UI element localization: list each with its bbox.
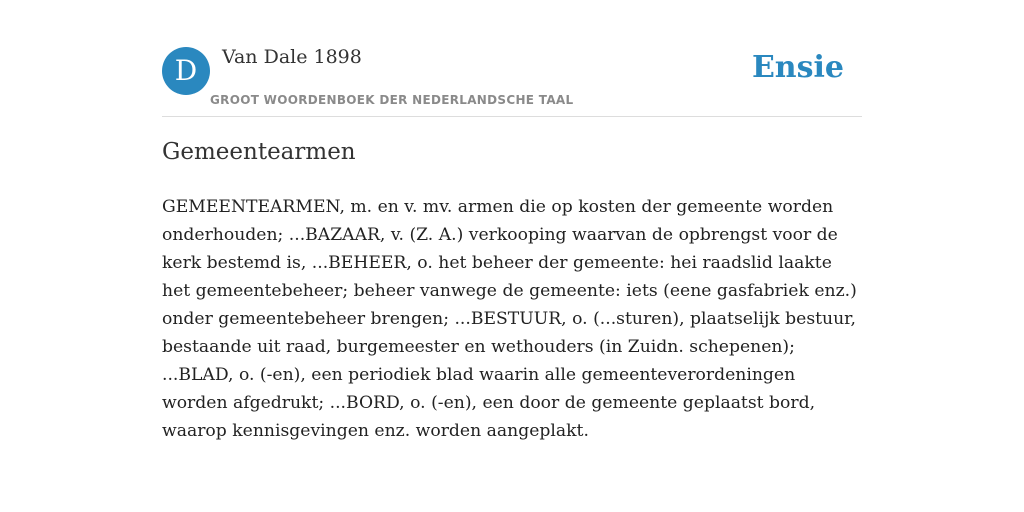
dictionary-header — [162, 46, 862, 117]
dictionary-title[interactable]: Van Dale 1898 — [222, 46, 362, 68]
entry-definition: GEMEENTEARMEN, m. en v. mv. armen die op kosten der gemeente worden onderhouden; ...BAZAAR, v. (Z. A.) verkooping waarvan de opbrengst voor de kerk bestemd is, ...BEHEER, o. het beheer der gemeente: hei raadslid laakte het gemeentebeheer; beheer vanwege de gemeente: iets (eene gasfabriek enz.) onder gemeentebeheer brengen; ...BESTUUR, o. (...sturen), plaatselijk bestuur, bestaande uit raad, burgemeester en wethouders (in Zuidn. schepenen); ...BLAD, o. (-en), een periodiek blad waarin alle gemeenteverordeningen worden afgedrukt; ...BORD, o. (-en), een door de gemeente geplaatst bord, waarop kennisgevingen enz. worden aangeplakt. — [162, 197, 857, 441]
entry-title: Gemeentearmen — [162, 139, 356, 165]
dictionary-subtitle: GROOT WOORDENBOEK DER NEDERLANDSCHE TAAL — [210, 93, 574, 107]
brand-logo[interactable]: Ensie — [751, 50, 844, 85]
dictionary-avatar[interactable]: D — [162, 47, 210, 95]
